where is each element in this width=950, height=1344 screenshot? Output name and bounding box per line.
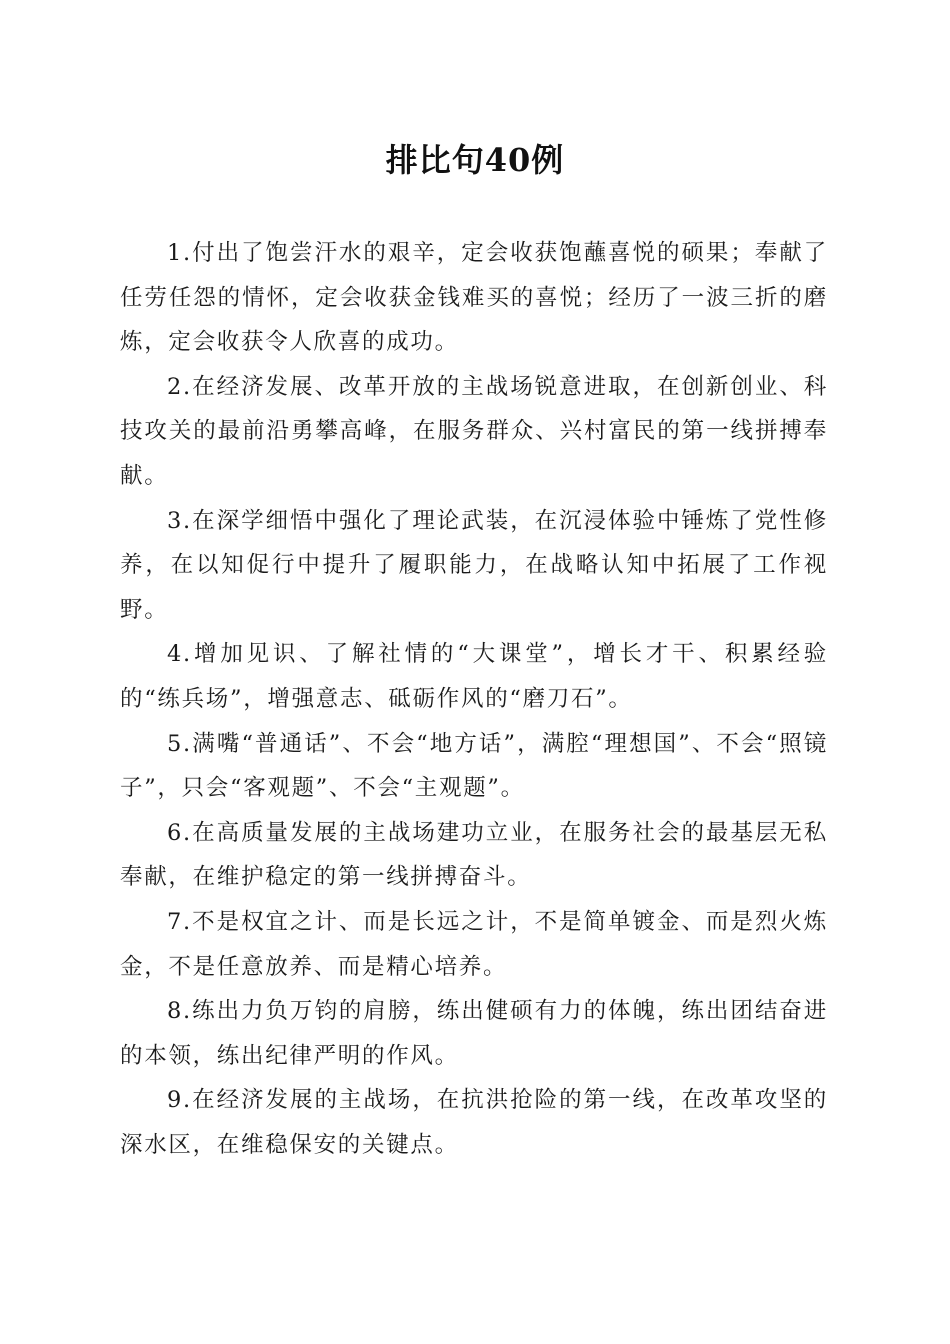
- paragraph-4: 4.增加见识、了解社情的“大课堂”，增长才干、积累经验的“练兵场”，增强意志、砥砺作风的“磨刀石”。: [120, 641, 828, 712]
- paragraph-9: 9.在经济发展的主战场，在抗洪抢险的第一线，在改革攻坚的深水区，在维稳保安的关键点。: [120, 1087, 828, 1158]
- paragraph-6: 6.在高质量发展的主战场建功立业，在服务社会的最基层无私奉献，在维护稳定的第一线拼搏奋斗。: [120, 819, 828, 891]
- document-title: 排比句40例: [385, 141, 565, 179]
- paragraph-5: 5.满嘴“普通话”、不会“地方话”，满腔“理想国”、不会“照镜子”，只会“客观题”、不会“主观题”。: [120, 730, 828, 802]
- paragraph-1: 1.付出了饱尝汗水的艰辛，定会收获饱蘸喜悦的硕果；奉献了任劳任怨的情怀，定会收获金钱难买的喜悦；经历了一波三折的磨炼，定会收获令人欣喜的成功。: [120, 240, 828, 356]
- paragraph-2: 2.在经济发展、改革开放的主战场锐意进取，在创新创业、科技攻关的最前沿勇攀高峰，在服务群众、兴村富民的第一线拼搏奉献。: [120, 373, 828, 489]
- paragraph-8: 8.练出力负万钧的肩膀，练出健硕有力的体魄，练出团结奋进的本领，练出纪律严明的作风。: [120, 998, 828, 1069]
- paragraph-3: 3.在深学细悟中强化了理论武装，在沉浸体验中锤炼了党性修养，在以知促行中提升了履职能力，在战略认知中拓展了工作视野。: [120, 507, 828, 623]
- paragraph-list: [120, 231, 828, 1167]
- paragraph-7: 7.不是权宜之计、而是长远之计，不是简单镀金、而是烈火炼金，不是任意放养、而是精心培养。: [120, 908, 828, 980]
